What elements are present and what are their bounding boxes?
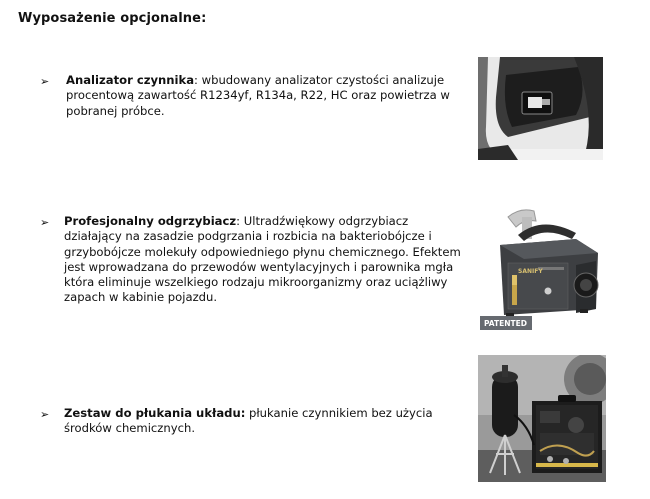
item-title: Analizator czynnika [66,73,195,87]
section-heading: Wyposażenie opcjonalne: [18,11,207,26]
sanitizer-photo [480,205,604,330]
item-body: : Ultradźwiękowy odgrzybiacz działający na zasadzie podgrzania i rozbicia na bakteriobójcze i grzybobójcze molekuły odpowiedniego płynu chemicznego. Efektem jest wprowadzana do przewodów wentylacyjnych i parownika mgła która eliminuje wszelkiego rodzaju mikroorganizmy oraz uciążliwy zapach w kabinie pojazdu. [64,214,461,305]
item-title: Profesjonalny odgrzybiacz [64,214,237,228]
arrow-bullet-icon: ➢ [40,216,50,229]
item-description [64,214,466,306]
item-body: : wbudowany analizator czystości analizuje procentową zawartość R1234yf, R134a, R22, HC oraz powietrza w pobranej próbce. [66,73,450,118]
item-title: Zestaw do płukania układu: [64,406,246,420]
device-label: SANIFY [518,268,543,275]
flushing-kit-photo [478,355,606,482]
arrow-bullet-icon: ➢ [40,408,50,421]
item-body: płukanie czynnikiem bez użycia środków chemicznych. [64,406,433,436]
patented-badge: PATENTED [484,319,528,328]
analyzer-photo [478,57,603,160]
arrow-bullet-icon: ➢ [40,75,50,88]
item-description [66,73,471,119]
item-description [64,406,464,437]
